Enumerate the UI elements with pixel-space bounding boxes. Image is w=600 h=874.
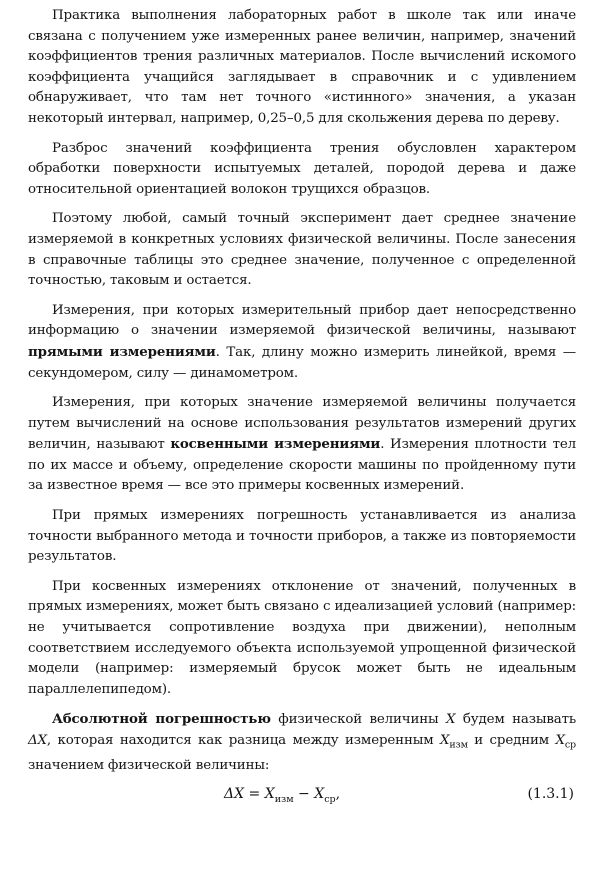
formula-equals: = [244, 785, 265, 802]
formula-absolute-error [224, 786, 340, 805]
subscript-average: ср [564, 739, 576, 751]
formula-x-measured: X [264, 785, 275, 802]
text-fragment: Измерения, при которых значение измеряемой величины получается путем вычислений на основе использования результатов измерений других величин, называют [28, 395, 576, 453]
text-fragment: Измерения, при которых измерительный прибор дает непосредственно информацию о значении измеряемой физической величины, называют [28, 302, 576, 339]
variable-delta-x: ΔX [28, 733, 47, 748]
text-fragment: . Так, длину можно измерить линейкой, время — секундомером, силу — динамометром. [28, 344, 576, 381]
term-direct-measurements: прямыми измерениями [28, 343, 216, 360]
formula-subscript-measured: изм [274, 793, 294, 805]
variable-x-average: X [555, 733, 565, 748]
formula-row [28, 786, 576, 812]
formula-minus: − [293, 785, 315, 802]
textbook-page [28, 6, 576, 812]
paragraph-absolute-error [28, 709, 576, 776]
term-indirect-measurements: косвенными измерениями [170, 436, 381, 453]
text-fragment: будем называть [455, 712, 576, 728]
text-fragment: значением физической величины: [28, 758, 270, 774]
term-absolute-error: Абсолютной погрешностью [52, 711, 271, 728]
text-fragment: и средним [467, 733, 556, 748]
equation-number: (1.3.1) [527, 785, 574, 802]
paragraph-lab-practice: Практика выполнения лабораторных работ в школе так или иначе связана с получением уже измеренных ранее величин, например, значений коэффициентов трения различных материалов. После вычислений искомого коэффициента учащийся заглядывает в справочник и с удивлением обнаруживает, что там нет точного «истинного» значения, а указан некоторый интервал, например, 0,25–0,5 для скольжения дерева по дереву. [28, 8, 576, 126]
text-fragment: . Измерения плотности тел по их массе и объему, определение скорости машины по пройденному пути за известное время — все это примеры косвенных измерений. [28, 437, 577, 494]
paragraph-indirect-error: При косвенных измерениях отклонение от значений, полученных в прямых измерениях, может быть связано с идеализацией условий (например: не учитывается сопротивление воздуха при движении), неполным соответствием исследуемого объекта используемой упрощенной физической модели (например: измеряемый брусок может быть не идеальным параллелепипедом). [28, 578, 576, 697]
subscript-measured: изм [449, 739, 468, 751]
paragraph-direct-measurements [28, 301, 576, 384]
paragraph-indirect-measurements [28, 393, 576, 497]
text-fragment: , которая находится как разница между измеренным [46, 733, 440, 748]
formula-lhs: ΔX [224, 785, 245, 802]
paragraph-friction-spread: Разброс значений коэффициента трения обусловлен характером обработки поверхности испытуемых деталей, породой дерева и даже относительной ориентацией волокон трущихся образцов. [28, 140, 576, 197]
text-fragment: физической величины [270, 712, 447, 728]
variable-x: X [446, 712, 456, 728]
formula-trailing-comma: , [335, 785, 341, 802]
variable-x-measured: X [439, 733, 450, 748]
formula-x-average: X [314, 785, 325, 802]
paragraph-direct-error: При прямых измерениях погрешность устанавливается из анализа точности выбранного метода и точности приборов, а также из повторяемости результатов. [28, 508, 576, 565]
formula-subscript-average: ср [324, 793, 336, 805]
paragraph-average-value: Поэтому любой, самый точный эксперимент дает среднее значение измеряемой в конкретных условиях физической величины. После занесения в справочные таблицы это среднее значение, полученное с определенной точностью, таковым и остается. [28, 211, 576, 289]
